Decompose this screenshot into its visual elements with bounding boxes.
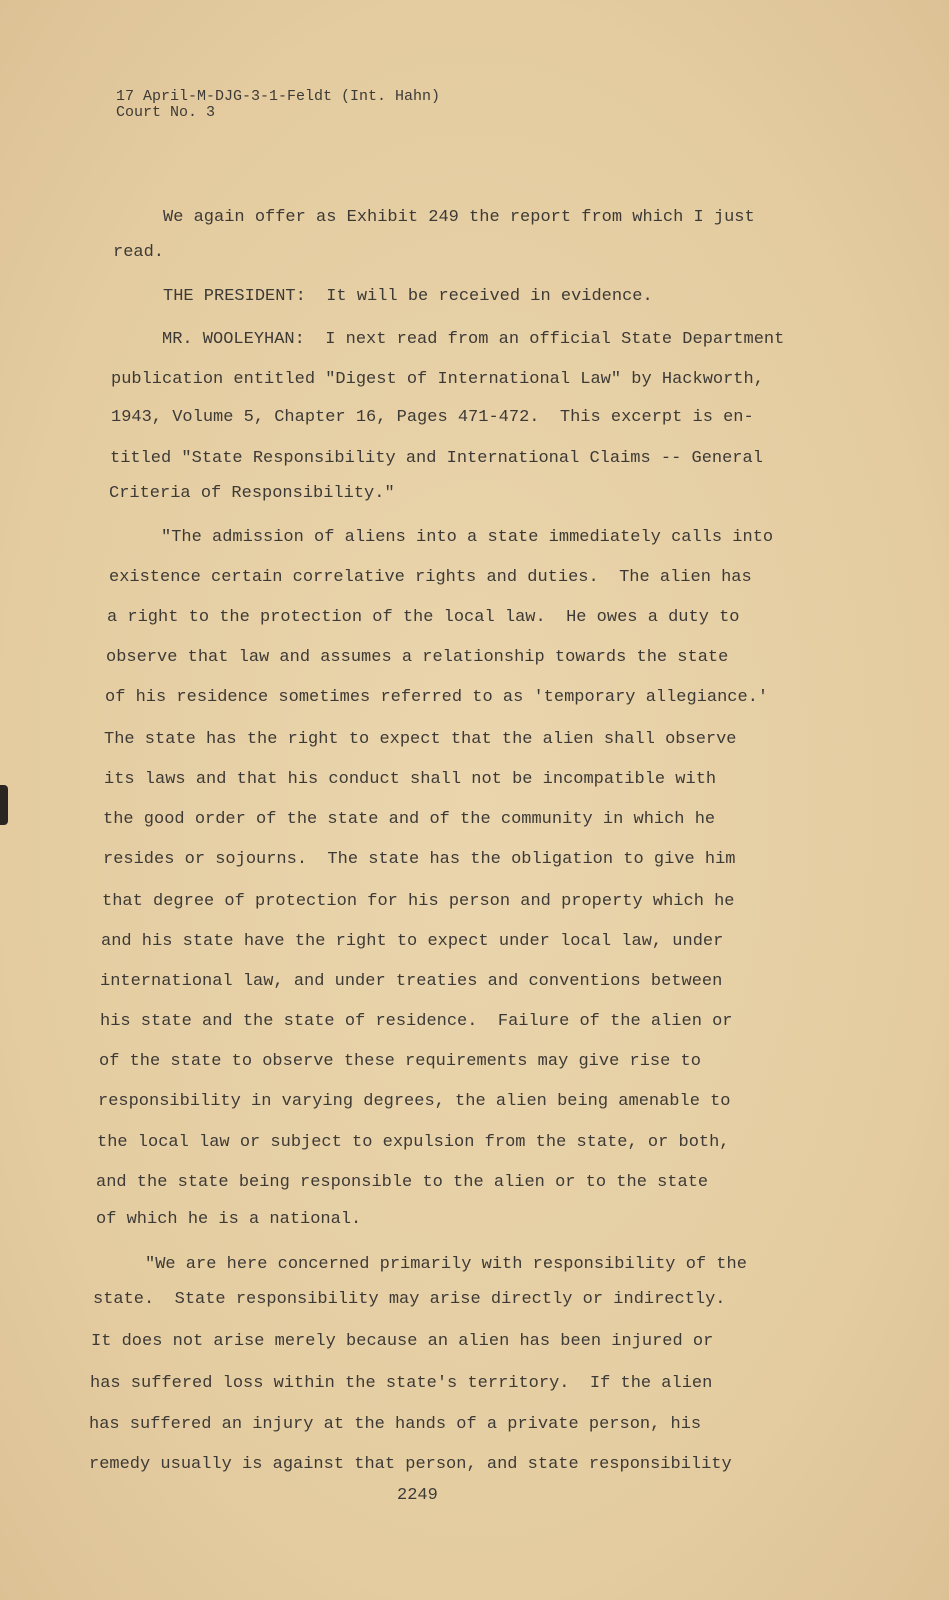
text-line: its laws and that his conduct shall not be incompatible with [104,770,717,789]
text-line: has suffered an injury at the hands of a private person, his [89,1415,702,1434]
text-line: resides or sojourns. The state has the obligation to give him [103,850,736,869]
text-line: It does not arise merely because an alien has been injured or [91,1332,714,1351]
text-line: of the state to observe these requirements may give rise to [99,1052,701,1071]
text-line: The state has the right to expect that the alien shall observe [104,730,737,749]
text-line: the good order of the state and of the community in which he [103,810,716,829]
text-line: the local law or subject to expulsion from the state, or both, [97,1133,730,1152]
text-line: remedy usually is against that person, and state responsibility [89,1455,732,1474]
text-line: responsibility in varying degrees, the alien being amenable to [98,1092,731,1111]
text-line: of which he is a national. [96,1210,362,1229]
text-line: We again offer as Exhibit 249 the report from which I just [163,208,755,227]
text-line: read. [113,243,165,262]
header-docket-line: 17 April-M-DJG-3-1-Feldt (Int. Hahn) [116,88,441,105]
text-line: 1943, Volume 5, Chapter 16, Pages 471-472. This excerpt is en- [111,408,754,427]
text-line: international law, and under treaties and conventions between [100,972,723,991]
text-line: observe that law and assumes a relationship towards the state [106,648,729,667]
text-line: that degree of protection for his person and property which he [102,892,735,911]
text-line: titled "State Responsibility and International Claims -- General [110,449,763,468]
header-court-line: Court No. 3 [116,104,216,121]
text-line: his state and the state of residence. Failure of the alien or [100,1012,733,1031]
text-line: a right to the protection of the local law. He owes a duty to [107,608,740,627]
text-line: state. State responsibility may arise directly or indirectly. [93,1290,726,1309]
text-line: Criteria of Responsibility." [109,484,395,503]
text-line: has suffered loss within the state's territory. If the alien [90,1374,713,1393]
text-line: THE PRESIDENT: It will be received in evidence. [163,287,653,306]
text-line: publication entitled "Digest of International Law" by Hackworth, [111,370,764,389]
text-line: and the state being responsible to the alien or to the state [96,1173,709,1192]
text-line: "We are here concerned primarily with responsibility of the [145,1255,747,1274]
text-line: existence certain correlative rights and duties. The alien has [109,568,752,587]
text-line: MR. WOOLEYHAN: I next read from an official State Department [162,330,785,349]
page-number: 2249 [397,1486,438,1505]
binding-mark [0,785,8,825]
text-line: "The admission of aliens into a state immediately calls into [161,528,774,547]
text-line: and his state have the right to expect under local law, under [101,932,724,951]
text-line: of his residence sometimes referred to as 'temporary allegiance.' [105,688,769,707]
